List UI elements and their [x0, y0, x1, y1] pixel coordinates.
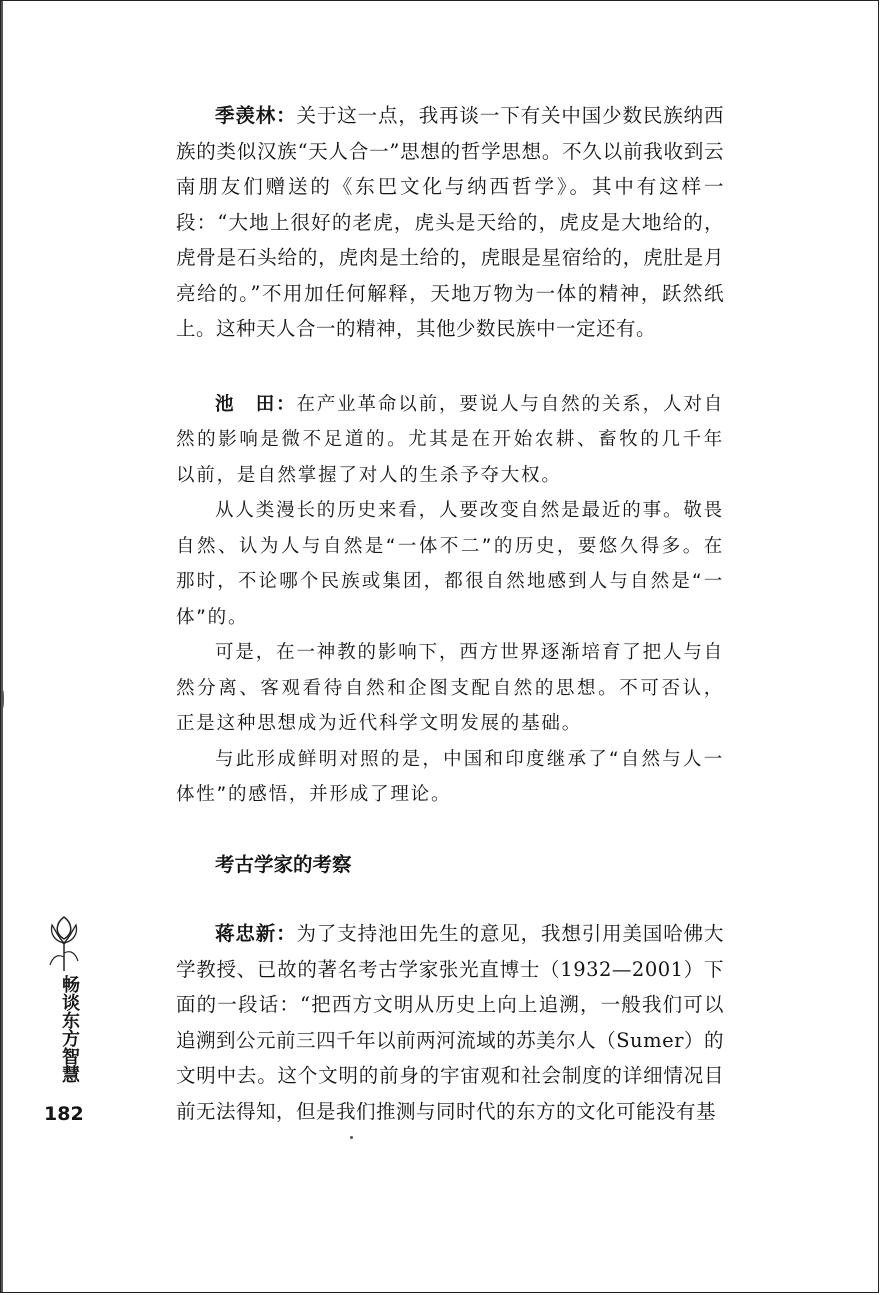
- dialogue-jixianlin: [176, 98, 724, 347]
- paragraph: [176, 387, 724, 494]
- series-title: 畅谈东方智慧: [59, 975, 80, 1083]
- page-body: [176, 98, 724, 1129]
- paragraph: [176, 916, 724, 1129]
- dialogue-ikeda: [176, 387, 724, 813]
- paragraph-text: 关于这一点，我再谈一下有关中国少数民族纳西族的类似汉族“天人合一”思想的哲学思想。不久以前我收到云南朋友们赠送的《东巴文化与纳西哲学》。其中有这样一段：“大地上很好的老虎，虎头是天给的，虎皮是大地给的，虎骨是石头给的，虎肉是土给的，虎眼是星宿给的，虎肚是月亮给的。”不用加任何解释，天地万物为一体的精神，跃然纸上。这种天人合一的精神，其他少数民族中一定还有。: [176, 104, 724, 340]
- paragraph-text: 为了支持池田先生的意见，我想引用美国哈佛大学教授、已故的著名考古学家张光直博士（1932—2001）下面的一段话：“把西方文明从历史上向上追溯，一般我们可以追溯到公元前三四千年以前两河流域的苏美尔人（Sumer）的文明中去。这个文明的前身的宇宙观和社会制度的详细情况目前无法得知，但是我们推测与同时代的东方的文化可能没有基: [176, 922, 724, 1123]
- section-heading: 考古学家的考察: [215, 852, 352, 876]
- speaker-label: 季羡林：: [215, 104, 297, 127]
- speaker-label: 池 田：: [215, 393, 297, 415]
- paragraph: [176, 98, 724, 347]
- paragraph: 可是，在一神教的影响下，西方世界逐渐培育了把人与自然分离、客观看待自然和企图支配自然的思想。不可否认，正是这种思想成为近代科学文明发展的基础。: [176, 642, 724, 734]
- scan-speck: [350, 1136, 353, 1139]
- paragraph: 与此形成鲜明对照的是，中国和印度继承了“自然与人一体性”的感悟，并形成了理论。: [176, 748, 724, 805]
- speaker-label: 蒋忠新：: [215, 922, 297, 945]
- paragraph-text: 在产业革命以前，要说人与自然的关系，人对自然的影响是微不足道的。尤其是在开始农耕、畜牧的几千年以前，是自然掌握了对人的生杀予夺大权。: [176, 393, 724, 486]
- page-number: 182: [44, 1103, 84, 1125]
- dialogue-jiang: [176, 916, 724, 1129]
- paragraph: 从人类漫长的历史来看，人要改变自然是最近的事。敬畏自然、认为人与自然是“一体不二”的历史，要悠久得多。在那时，不论哪个民族或集团，都很自然地感到人与自然是“一体”的。: [176, 500, 724, 628]
- scan-speck: [2, 690, 4, 708]
